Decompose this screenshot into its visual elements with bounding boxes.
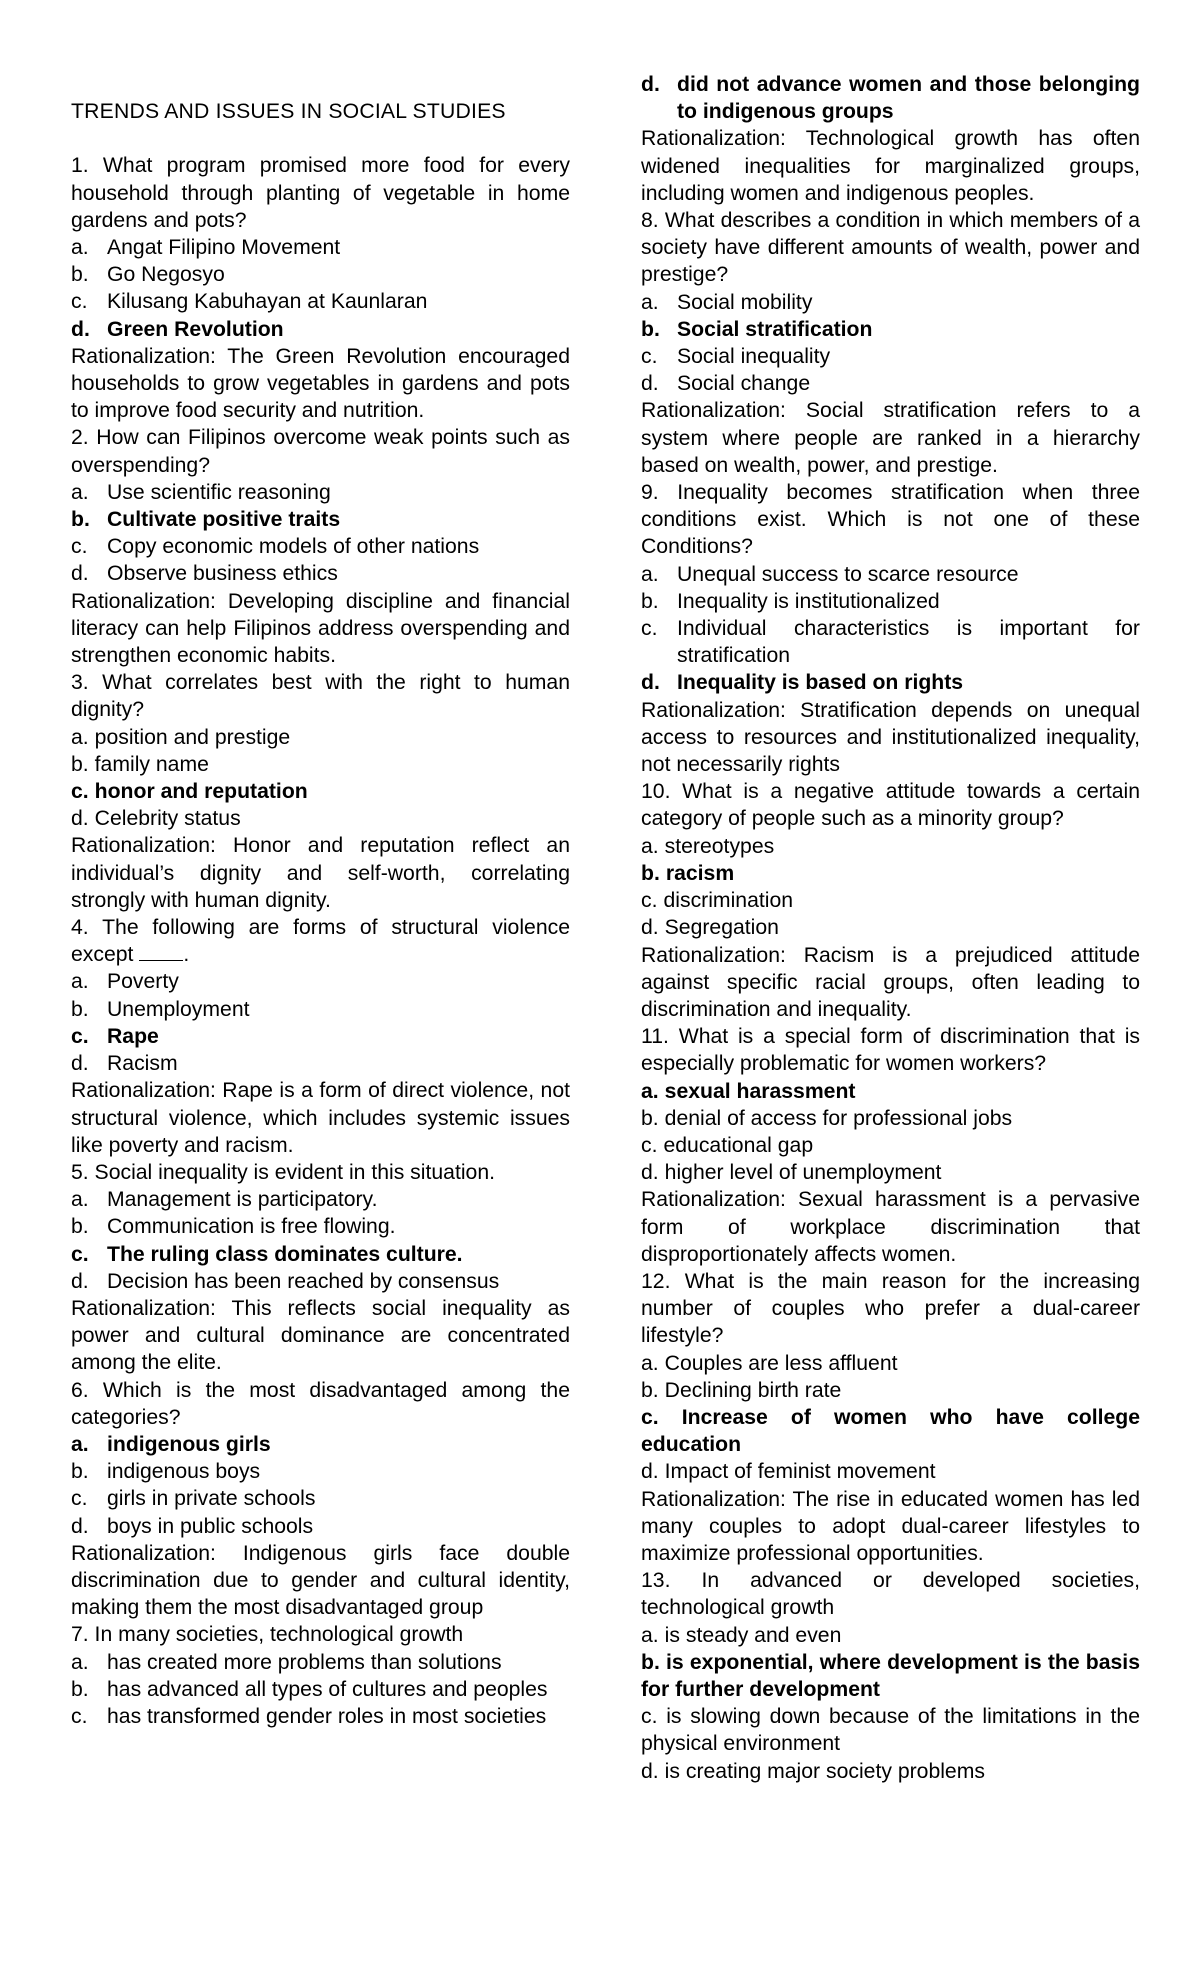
rationalization-11: Rationalization: Sexual harassment is a pervasive form of workplace discrimination that disproportionately affects women. [641,1188,1140,1266]
right-column [641,71,1140,1785]
option-text: Declining birth rate [664,1378,842,1402]
option-label: c. [71,1024,89,1048]
rationalization-9: Rationalization: Stratification depends on unequal access to resources and institutionalized inequality, not necessarily rights [641,698,1140,777]
option-text: The ruling class dominates culture. [107,1242,463,1266]
answer-7d [641,71,1140,125]
rationalization-7: Rationalization: Technological growth has often widened inequalities for marginalized groups, including women and indigenous peoples. [641,127,1140,205]
option-label: b. [641,317,660,341]
option-text: Angat Filipino Movement [107,236,341,259]
option-text: has created more problems than solutions [107,1650,502,1674]
option-text: honor and reputation [94,780,308,804]
option-label: c. [71,1242,89,1266]
option-label: b. [641,589,659,613]
option-1b [71,261,570,288]
option-2d [71,560,570,587]
answer-3c [71,778,570,805]
answer-9d [641,669,1140,696]
option-text: boys in public schools [107,1514,314,1538]
option-1a [71,234,570,261]
option-text: is creating major society problems [664,1759,985,1783]
option-1c [71,288,570,315]
option-label: c. [71,290,88,314]
answer-6a [71,1431,570,1458]
option-text: Green Revolution [107,317,284,341]
rationalization-5: Rationalization: This reflects social inequality as power and cultural dominance are concentrated among the elite. [71,1296,570,1375]
option-label: c. [71,1487,88,1511]
option-label: b. [641,1378,659,1402]
option-6c [71,1485,570,1512]
option-text: Communication is free flowing. [107,1215,396,1239]
option-text: Couples are less affluent [664,1351,898,1375]
option-5d [71,1268,570,1295]
option-label: a. [641,1623,659,1647]
option-text: Racism [107,1052,178,1076]
option-label: b. [71,752,89,776]
option-label: c. [71,1704,88,1728]
option-text: Copy economic models of other nations [107,535,480,559]
option-label: b. [71,997,89,1021]
option-label: a. [71,1432,89,1456]
option-11b [641,1105,1140,1132]
option-label: d. [71,562,89,586]
left-column [71,98,570,1730]
option-9a [641,561,1140,588]
option-text: family name [94,752,209,776]
option-5b [71,1213,570,1240]
option-text: educational gap [663,1133,814,1157]
option-text: is slowing down because of the limitations in the physical environment [641,1705,1140,1756]
option-3a [71,724,570,751]
rationalization-12: Rationalization: The rise in educated women has led many couples to adopt dual-career lifestyles to maximize professional opportunities. [641,1487,1140,1565]
option-8c [641,343,1140,370]
option-label: d. [71,1052,89,1076]
option-text: has transformed gender roles in most societies [107,1704,547,1728]
question-9: 9. Inequality becomes stratification when three conditions exist. Which is not one of these Conditions? [641,481,1140,559]
option-text: is steady and even [664,1623,842,1647]
option-label: c. [71,780,89,804]
option-label: a. [641,290,659,314]
option-10d [641,914,1140,941]
question-4-text: 4. The following are forms of structural violence except [71,916,570,967]
option-text: denial of access for professional jobs [664,1106,1013,1130]
rationalization-8: Rationalization: Social stratification refers to a system where people are ranked in a hierarchy based on wealth, power, and prestige. [641,399,1140,477]
option-text: Inequality is institutionalized [677,589,940,613]
option-text: Kilusang Kabuhayan at Kaunlaran [107,290,428,314]
option-label: b. [641,1106,659,1130]
option-7b [71,1676,570,1703]
option-3b [71,751,570,778]
option-label: b. [71,1215,89,1239]
option-text: position and prestige [94,725,291,749]
option-label: c. [641,1405,659,1429]
question-4-end: . [183,943,190,967]
option-text: indigenous girls [107,1432,271,1456]
option-text: has advanced all types of cultures and peoples [107,1677,548,1701]
rationalization-10: Rationalization: Racism is a prejudiced attitude against specific racial groups, often leading to discrimination and inequality. [641,943,1140,1021]
option-text: did not advance women and those belonging to indigenous groups [677,73,1140,124]
option-text: Unemployment [107,997,250,1021]
option-2c [71,533,570,560]
option-label: b. [71,1460,89,1484]
option-12b [641,1377,1140,1404]
option-label: c. [641,1705,658,1729]
option-10a [641,833,1140,860]
option-text: sexual harassment [664,1079,856,1103]
question-1: 1. What program promised more food for every household through planting of vegetable in home gardens and pots? [71,154,570,232]
option-text: Individual characteristics is important for stratification [677,617,1140,668]
option-8a [641,289,1140,316]
option-label: d. [71,1269,89,1293]
question-11: 11. What is a special form of discrimination that is especially problematic for women workers? [641,1025,1140,1076]
option-text: Decision has been reached by consensus [107,1269,500,1293]
rationalization-3: Rationalization: Honor and reputation reflect an individual’s dignity and self-worth, correlating strongly with human dignity. [71,834,570,912]
option-label: b. [641,1650,660,1674]
option-label: a. [641,1351,659,1375]
option-13a [641,1622,1140,1649]
question-2: 2. How can Filipinos overcome weak points such as overspending? [71,426,570,477]
option-text: Poverty [107,970,179,994]
option-5a [71,1186,570,1213]
option-label: d. [71,317,90,341]
answer-10b [641,860,1140,887]
question-3: 3. What correlates best with the right to human dignity? [71,671,570,722]
answer-blank [139,942,183,961]
option-label: b. [71,1677,89,1701]
option-label: a. [71,970,89,994]
option-label: b. [641,861,660,885]
option-text: Cultivate positive traits [107,508,341,532]
option-3d [71,805,570,832]
option-text: Management is participatory. [107,1188,378,1212]
option-label: d. [641,671,660,695]
option-11d [641,1159,1140,1186]
option-text: Impact of feminist movement [664,1460,936,1484]
option-text: Inequality is based on rights [677,671,964,695]
option-label: a. [71,236,89,259]
answer-8b [641,316,1140,343]
rationalization-1: Rationalization: The Green Revolution encouraged households to grow vegetables in gardens and pots to improve food security and nutrition. [71,344,570,423]
option-text: discrimination [663,889,794,913]
rationalization-2: Rationalization: Developing discipline and financial literacy can help Filipinos address overspending and strengthen economic habits. [71,589,570,668]
option-label: b. [71,508,90,532]
option-label: c. [641,1133,658,1157]
question-6: 6. Which is the most disadvantaged among the categories? [71,1378,570,1429]
option-text: Social mobility [677,290,813,314]
option-9b [641,588,1140,615]
option-label: a. [71,1650,89,1674]
option-label: c. [641,889,658,913]
answer-4c [71,1023,570,1050]
option-label: d. [641,372,659,396]
option-text: Go Negosyo [107,263,225,287]
option-13c [641,1703,1140,1757]
answer-1d [71,316,570,343]
option-label: b. [71,263,89,287]
option-text: Social stratification [677,317,873,341]
question-10: 10. What is a negative attitude towards a certain category of people such as a minority group? [641,780,1140,831]
option-label: d. [641,1759,659,1783]
answer-2b [71,506,570,533]
option-7c [71,1703,570,1730]
document-title: TRENDS AND ISSUES IN SOCIAL STUDIES [71,100,506,123]
option-label: d. [641,916,659,940]
question-13: 13. In advanced or developed societies, technological growth [641,1569,1140,1620]
option-label: d. [71,807,89,831]
question-12: 12. What is the main reason for the increasing number of couples who prefer a dual-career lifestyle? [641,1269,1140,1348]
option-text: Segregation [664,916,779,940]
option-text: Observe business ethics [107,562,338,586]
option-8d [641,370,1140,397]
option-label: d. [641,73,660,96]
option-label: c. [71,535,88,559]
question-4 [71,914,570,968]
option-label: a. [71,480,89,504]
option-text: racism [665,861,735,885]
question-5: 5. Social inequality is evident in this situation. [71,1160,495,1184]
question-7: 7. In many societies, technological growth [71,1623,464,1647]
option-text: Celebrity status [94,807,241,831]
option-text: Increase of women who have college education [641,1405,1141,1457]
option-10c [641,887,1140,914]
option-7a [71,1649,570,1676]
question-8: 8. What describes a condition in which members of a society have different amounts of wealth, power and prestige? [641,209,1140,287]
option-11c [641,1132,1140,1159]
option-label: a. [641,834,659,858]
option-4a [71,968,570,995]
rationalization-6: Rationalization: Indigenous girls face double discrimination due to gender and cultural identity, making them the most disadvantaged group [71,1541,570,1620]
option-text: Social change [677,372,811,396]
option-text: Rape [107,1024,159,1048]
option-label: c. [641,345,658,369]
option-label: a. [71,725,89,749]
option-4d [71,1050,570,1077]
option-9c [641,615,1140,669]
option-13d [641,1758,1140,1785]
option-label: a. [641,562,659,586]
option-text: higher level of unemployment [664,1161,942,1185]
answer-5c [71,1241,570,1268]
option-4b [71,996,570,1023]
option-label: a. [641,1079,659,1103]
option-label: d. [641,1460,659,1484]
option-label: a. [71,1188,89,1212]
option-label: d. [71,1514,89,1538]
answer-13b [641,1649,1140,1703]
option-6b [71,1458,570,1485]
option-text: Use scientific reasoning [107,480,331,504]
rationalization-4: Rationalization: Rape is a form of direct violence, not structural violence, which includes systemic issues like poverty and racism. [71,1079,570,1157]
option-text: Social inequality [677,345,831,369]
option-text: is exponential, where development is the basis for further development [641,1650,1140,1701]
option-text: girls in private schools [107,1487,316,1511]
option-text: stereotypes [664,834,775,858]
answer-12c [641,1404,1140,1458]
option-text: Unequal success to scarce resource [677,562,1019,586]
option-12a [641,1350,1140,1377]
answer-11a [641,1078,1140,1105]
option-text: indigenous boys [107,1460,261,1484]
option-2a [71,479,570,506]
option-6d [71,1513,570,1540]
option-12d [641,1458,1140,1485]
option-label: c. [641,617,658,641]
option-label: d. [641,1161,659,1185]
